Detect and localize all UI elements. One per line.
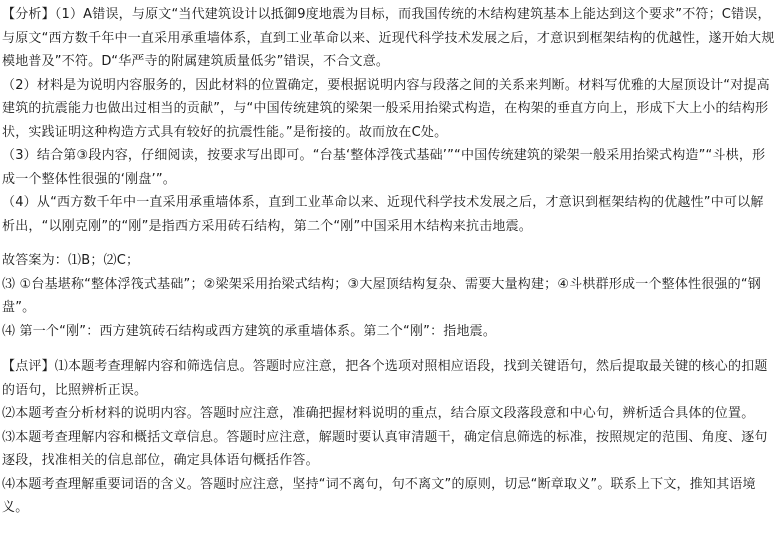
spacer [2,238,776,249]
comment-paragraph-1: 【点评】⑴本题考查理解内容和筛选信息。答题时应注意，把各个选项对照相应语段，找到关键语句，然后提取最关键的核心的扣题的语句，比照辨析正误。 [2,359,768,398]
analysis-paragraph-1: 【分析】（1）A错误，与原文“当代建筑设计以抵御9度地震为目标，而我国传统的木结构建筑基本上能达到这个要求”不符；C错误，与原文“西方数千年中一直采用承重墙体系，直到工业革命以来、近现代科学技术发展之后，才意识到框架结构的优越性，遂开始大规模地普及”不符。D“华严寺的附属建筑质量低劣”错误，不合文意。 [2,7,775,69]
comment-paragraph-4: ⑷本题考查理解重要词语的含义。答题时应注意，坚持“词不离句，句不离文”的原则，切忌“断章取义”。联系上下文，推知其语境义。 [2,476,756,515]
answer-line-3: ⑷ 第一个“刚”：西方建筑砖石结构或西方建筑的承重墙体系。第二个“刚”：指地震。 [2,323,497,339]
comment-paragraph-3: ⑶本题考查理解内容和概括文章信息。答题时应注意，解题时要认真审清题干，确定信息筛选的标准，按照规定的范围、角度、逐句逐段，找准相关的信息部位，确定具体语句概括作答。 [2,429,768,468]
spacer [2,343,776,355]
comment-paragraph-2: ⑵本题考查分析材料的说明内容。答题时应注意，准确把握材料说明的重点，结合原文段落段意和中心句，辨析适合具体的位置。 [2,406,755,421]
analysis-paragraph-2: （2）材料是为说明内容服务的，因此材料的位置确定，要根据说明内容与段落之间的关系来判断。材料写优雅的大屋顶设计“对提高建筑的抗震能力也做出过相当的贡献”，与“中国传统建筑的梁架一般采用抬梁式构造，在构架的垂直方向上，形成下大上小的结构形状，实践证明这种构造方式具有较好的抗震性能。”是衔接的。故而放在C处。 [2,77,770,140]
answer-line-1: 故答案为：⑴B；⑵C； [2,253,140,268]
analysis-paragraph-4: （4）从“西方数千年中一直采用承重墙体系，直到工业革命以来、近现代科学技术发展之后，才意识到框架结构的优越性”中可以解析出，“以刚克刚”的“刚”是指西方采用砖石结构，第二个“刚”中国采用木结构来抗击地震。 [2,195,764,234]
answer-line-2: ⑶ ①台基堪称“整体浮筏式基础”；②梁架采用抬梁式结构；③大屋顶结构复杂、需要大量构建；④斗栱群形成一个整体性很强的“钢盘”。 [2,276,761,315]
analysis-paragraph-3: （3）结合第③段内容，仔细阅读，按要求写出即可。“台基‘整体浮筏式基础’”“中国传统建筑的梁架一般采用抬梁式构造”“斗栱，形成一个整体性很强的‘刚盘’”。 [2,148,766,187]
